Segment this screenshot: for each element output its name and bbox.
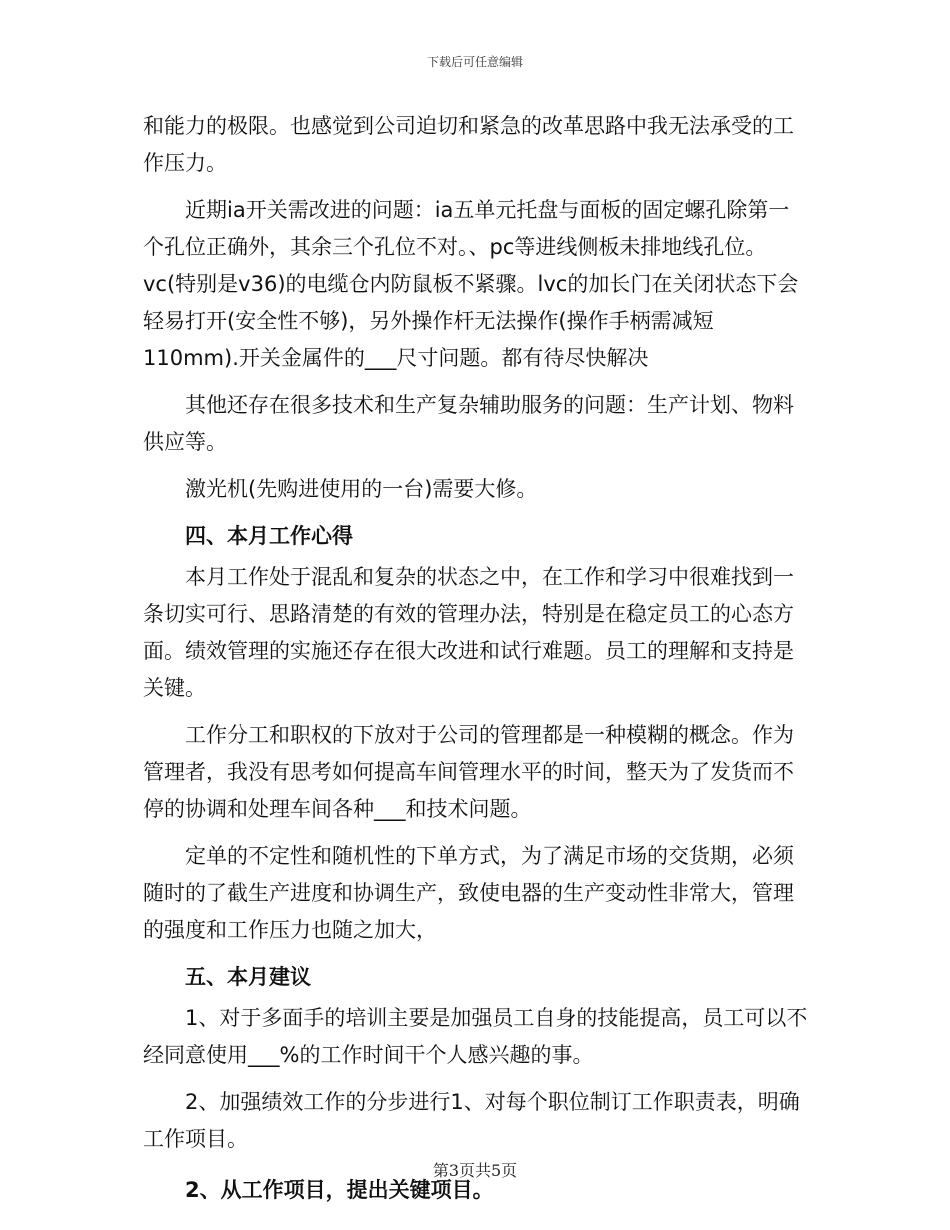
paragraph: 定单的不定性和随机性的下单方式，为了满足市场的交货期，必须随时的了截生产进度和协调生产，致使电器的生产变动性非常大，管理的强度和工作压力也随之加大， xyxy=(143,844,794,942)
paragraph: 2、加强绩效工作的分步进行1、对每个职位制订工作职责表，明确工作项目。 xyxy=(143,1090,800,1151)
paragraph: 工作分工和职权的下放对于公司的管理都是一种模糊的概念。作为管理者，我没有思考如何提高车间管理水平的时间，整天为了发货而不停的协调和处理车间各种___和技术问题。 xyxy=(143,723,794,821)
paragraph: 本月工作处于混乱和复杂的状态之中，在工作和学习中很难找到一条切实可行、思路清楚的有效的管理办法，特别是在稳定员工的心态方面。绩效管理的实施还存在很大改进和试行难题。员工的理解和支持是关键。 xyxy=(143,565,794,700)
page-header: 下载后可任意编辑 xyxy=(426,55,523,69)
paragraph: 激光机(先购进使用的一台)需要大修。 xyxy=(185,477,538,501)
page-footer: 第3页共5页 xyxy=(432,1161,518,1180)
paragraph: 1、对于多面手的培训主要是加强员工自身的技能提高，员工可以不经同意使用___%的工作时间干个人感兴趣的事。 xyxy=(143,1006,808,1067)
paragraph: 和能力的极限。也感觉到公司迫切和紧急的改革思路中我无法承受的工作压力。 xyxy=(143,114,794,175)
document-body xyxy=(143,108,809,1213)
paragraph: 其他还存在很多技术和生产复杂辅助服务的问题：生产计划、物料供应等。 xyxy=(143,393,794,454)
section-heading: 四、本月工作心得 xyxy=(185,524,353,548)
section-heading: 2、从工作项目，提出关键项目。 xyxy=(185,1178,494,1202)
section-heading: 五、本月建议 xyxy=(185,965,311,989)
paragraph: 近期ia开关需改进的问题：ia五单元托盘与面板的固定螺孔除第一个孔位正确外，其余三个孔位不对。、pc等进线侧板未排地线孔位。vc(特别是v36)的电缆仓内防鼠板不紧骤。lvc的加长门在关闭状态下会轻易打开(安全性不够)，另外操作杆无法操作(操作手柄需减短110mm).开关金属件的___尺寸问题。都有待尽快解决 xyxy=(143,198,799,370)
